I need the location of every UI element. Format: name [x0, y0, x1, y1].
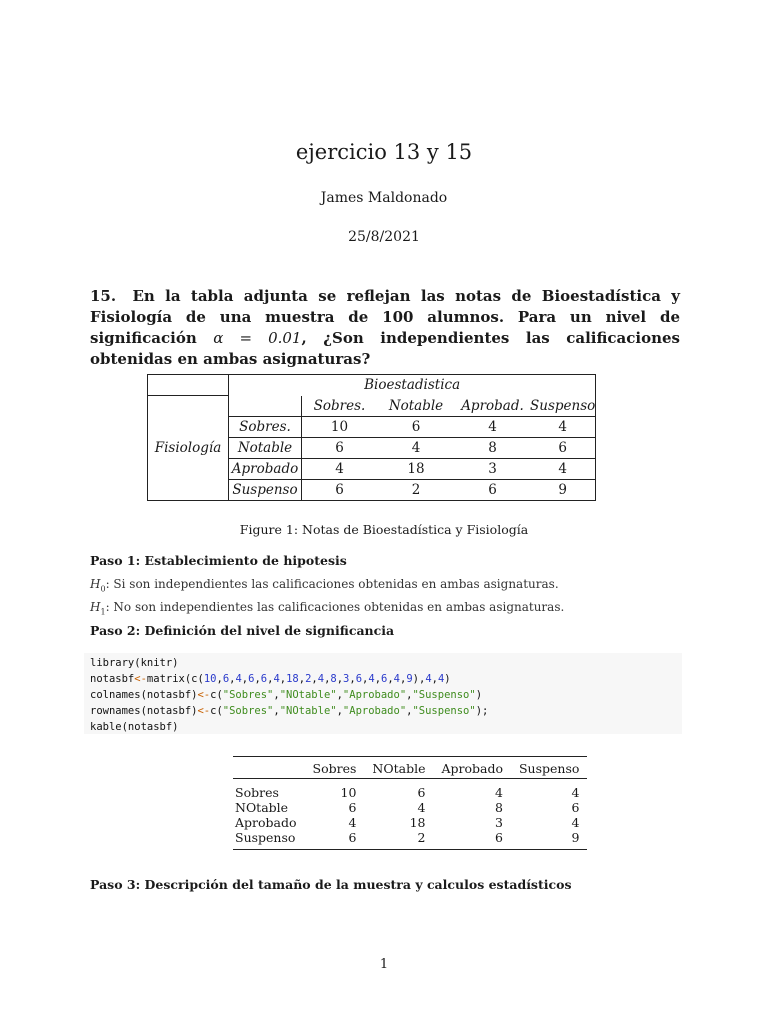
kable-header — [233, 757, 305, 779]
figure-cell: 6 — [302, 437, 378, 458]
document-date: 25/8/2021 — [348, 229, 420, 245]
problem-statement — [90, 286, 680, 370]
code-line: library(knitr) — [90, 657, 179, 669]
kable-row — [233, 830, 587, 850]
figure-cell: 9 — [530, 479, 596, 500]
document-title: ejercicio 13 y 15 — [295, 140, 473, 164]
kable-cell: Suspenso — [233, 830, 305, 850]
kable-header: Sobres — [305, 757, 365, 779]
kable-cell: 6 — [305, 830, 365, 850]
figure-row-header: Aprobado — [229, 458, 302, 479]
figure-cell: 18 — [377, 458, 455, 479]
kable-cell: 8 — [495, 800, 503, 815]
h0-symbol: H — [90, 577, 101, 591]
figure-empty-corner — [148, 375, 229, 396]
kable-cell: 4 — [495, 785, 503, 800]
figure-cell: 6 — [377, 416, 455, 437]
kable-cell: 3 — [495, 815, 503, 830]
figure-cell: 4 — [302, 458, 378, 479]
kable-header: Aprobado — [433, 757, 511, 779]
figure-cell: 10 — [302, 416, 378, 437]
problem-number: 15. — [90, 287, 117, 305]
h1-text: : No son independientes las calificaciones obtenidas en ambas asignaturas. — [105, 600, 565, 614]
h1-subscript: 1 — [100, 607, 106, 617]
figure-empty-cell — [229, 396, 302, 417]
kable-cell: 4 — [417, 800, 426, 815]
problem-text: En la tabla adjunta se reflejan las notas de Bioestadística y Fisiología de una muestra de 100 alumnos. Para un nivel de significación — [90, 287, 680, 347]
kable-header: NOtable — [364, 757, 433, 779]
figure-row-header: Suspenso — [229, 479, 302, 500]
page-number: 1 — [379, 957, 389, 972]
kable-cell: 18 — [409, 815, 426, 830]
figure-col-header: Aprobad. — [461, 397, 524, 414]
step-2-heading: Paso 2: Definición del nivel de significancia — [90, 623, 395, 638]
kable-cell: 6 — [571, 800, 580, 815]
figure-cell: 2 — [377, 479, 455, 500]
figure-contingency-table — [147, 374, 596, 501]
code-line: kable(notasbf) — [90, 721, 179, 733]
kable-cell: NOtable — [235, 800, 289, 815]
figure-empty-cell — [148, 458, 229, 479]
h0-text: : Si son independientes las calificaciones obtenidas en ambas asignaturas. — [105, 577, 559, 591]
figure-cell: 6 — [530, 437, 596, 458]
figure-cell: 4 — [530, 458, 596, 479]
h1-symbol: H — [90, 600, 101, 614]
kable-header: Suspenso — [511, 757, 587, 779]
figure-row-header: Sobres. — [229, 416, 302, 437]
kable-cell: 4 — [571, 815, 580, 830]
figure-col-group: Bioestadistica — [229, 375, 596, 396]
figure-empty-cell — [148, 479, 229, 500]
code-line: notasbf<-matrix(c(10,6,4,6,6,4,18,2,4,8,3,6,4,6,4,9),4,4) — [90, 673, 451, 685]
figure-cell: 4 — [377, 437, 455, 458]
problem-question: , ¿Son independientes las calificaciones obtenidas en ambas asignaturas? — [90, 329, 680, 368]
kable-cell: 2 — [364, 830, 433, 850]
kable-cell: Aprobado — [235, 815, 297, 830]
figure-caption: Figure 1: Notas de Bioestadística y Fisiología — [239, 522, 529, 537]
code-line: rownames(notasbf)<-c("Sobres","NOtable","Aprobado","Suspenso"); — [90, 705, 489, 717]
figure-row-group: Fisiología — [148, 437, 229, 458]
document-author: James Maldonado — [320, 190, 448, 206]
figure-empty-cell — [148, 396, 229, 417]
kable-cell: Sobres — [235, 785, 279, 800]
kable-row — [233, 800, 587, 815]
kable-row — [233, 779, 587, 801]
figure-cell: 6 — [455, 479, 530, 500]
figure-col-header: Sobres. — [313, 397, 366, 414]
figure-row-header: Notable — [229, 437, 302, 458]
figure-cell: 4 — [455, 416, 530, 437]
figure-col-header: Suspenso — [530, 396, 596, 417]
figure-cell: 6 — [302, 479, 378, 500]
step-3-heading: Paso 3: Descripción del tamaño de la muestra y calculos estadísticos — [90, 877, 572, 892]
hypothesis-h0 — [90, 577, 559, 593]
kable-cell: 10 — [340, 785, 357, 800]
figure-cell: 4 — [530, 416, 596, 437]
hypothesis-h1 — [90, 600, 564, 616]
kable-output-table — [233, 756, 587, 850]
kable-cell: 4 — [348, 815, 357, 830]
kable-cell: 6 — [417, 785, 426, 800]
kable-cell: 6 — [348, 800, 357, 815]
figure-empty-cell — [148, 416, 229, 437]
h0-subscript: 0 — [100, 584, 106, 594]
step-1-heading: Paso 1: Establecimiento de hipotesis — [90, 553, 347, 568]
figure-cell: 3 — [455, 458, 530, 479]
figure-col-header: Notable — [388, 397, 444, 414]
figure-cell: 8 — [455, 437, 530, 458]
kable-row — [233, 815, 587, 830]
alpha-value: α = 0.01 — [213, 329, 302, 347]
code-block — [84, 653, 682, 734]
kable-cell: 9 — [511, 830, 587, 850]
kable-cell: 6 — [433, 830, 511, 850]
kable-cell: 4 — [571, 785, 580, 800]
code-line: colnames(notasbf)<-c("Sobres","NOtable","Aprobado","Suspenso") — [90, 689, 483, 701]
